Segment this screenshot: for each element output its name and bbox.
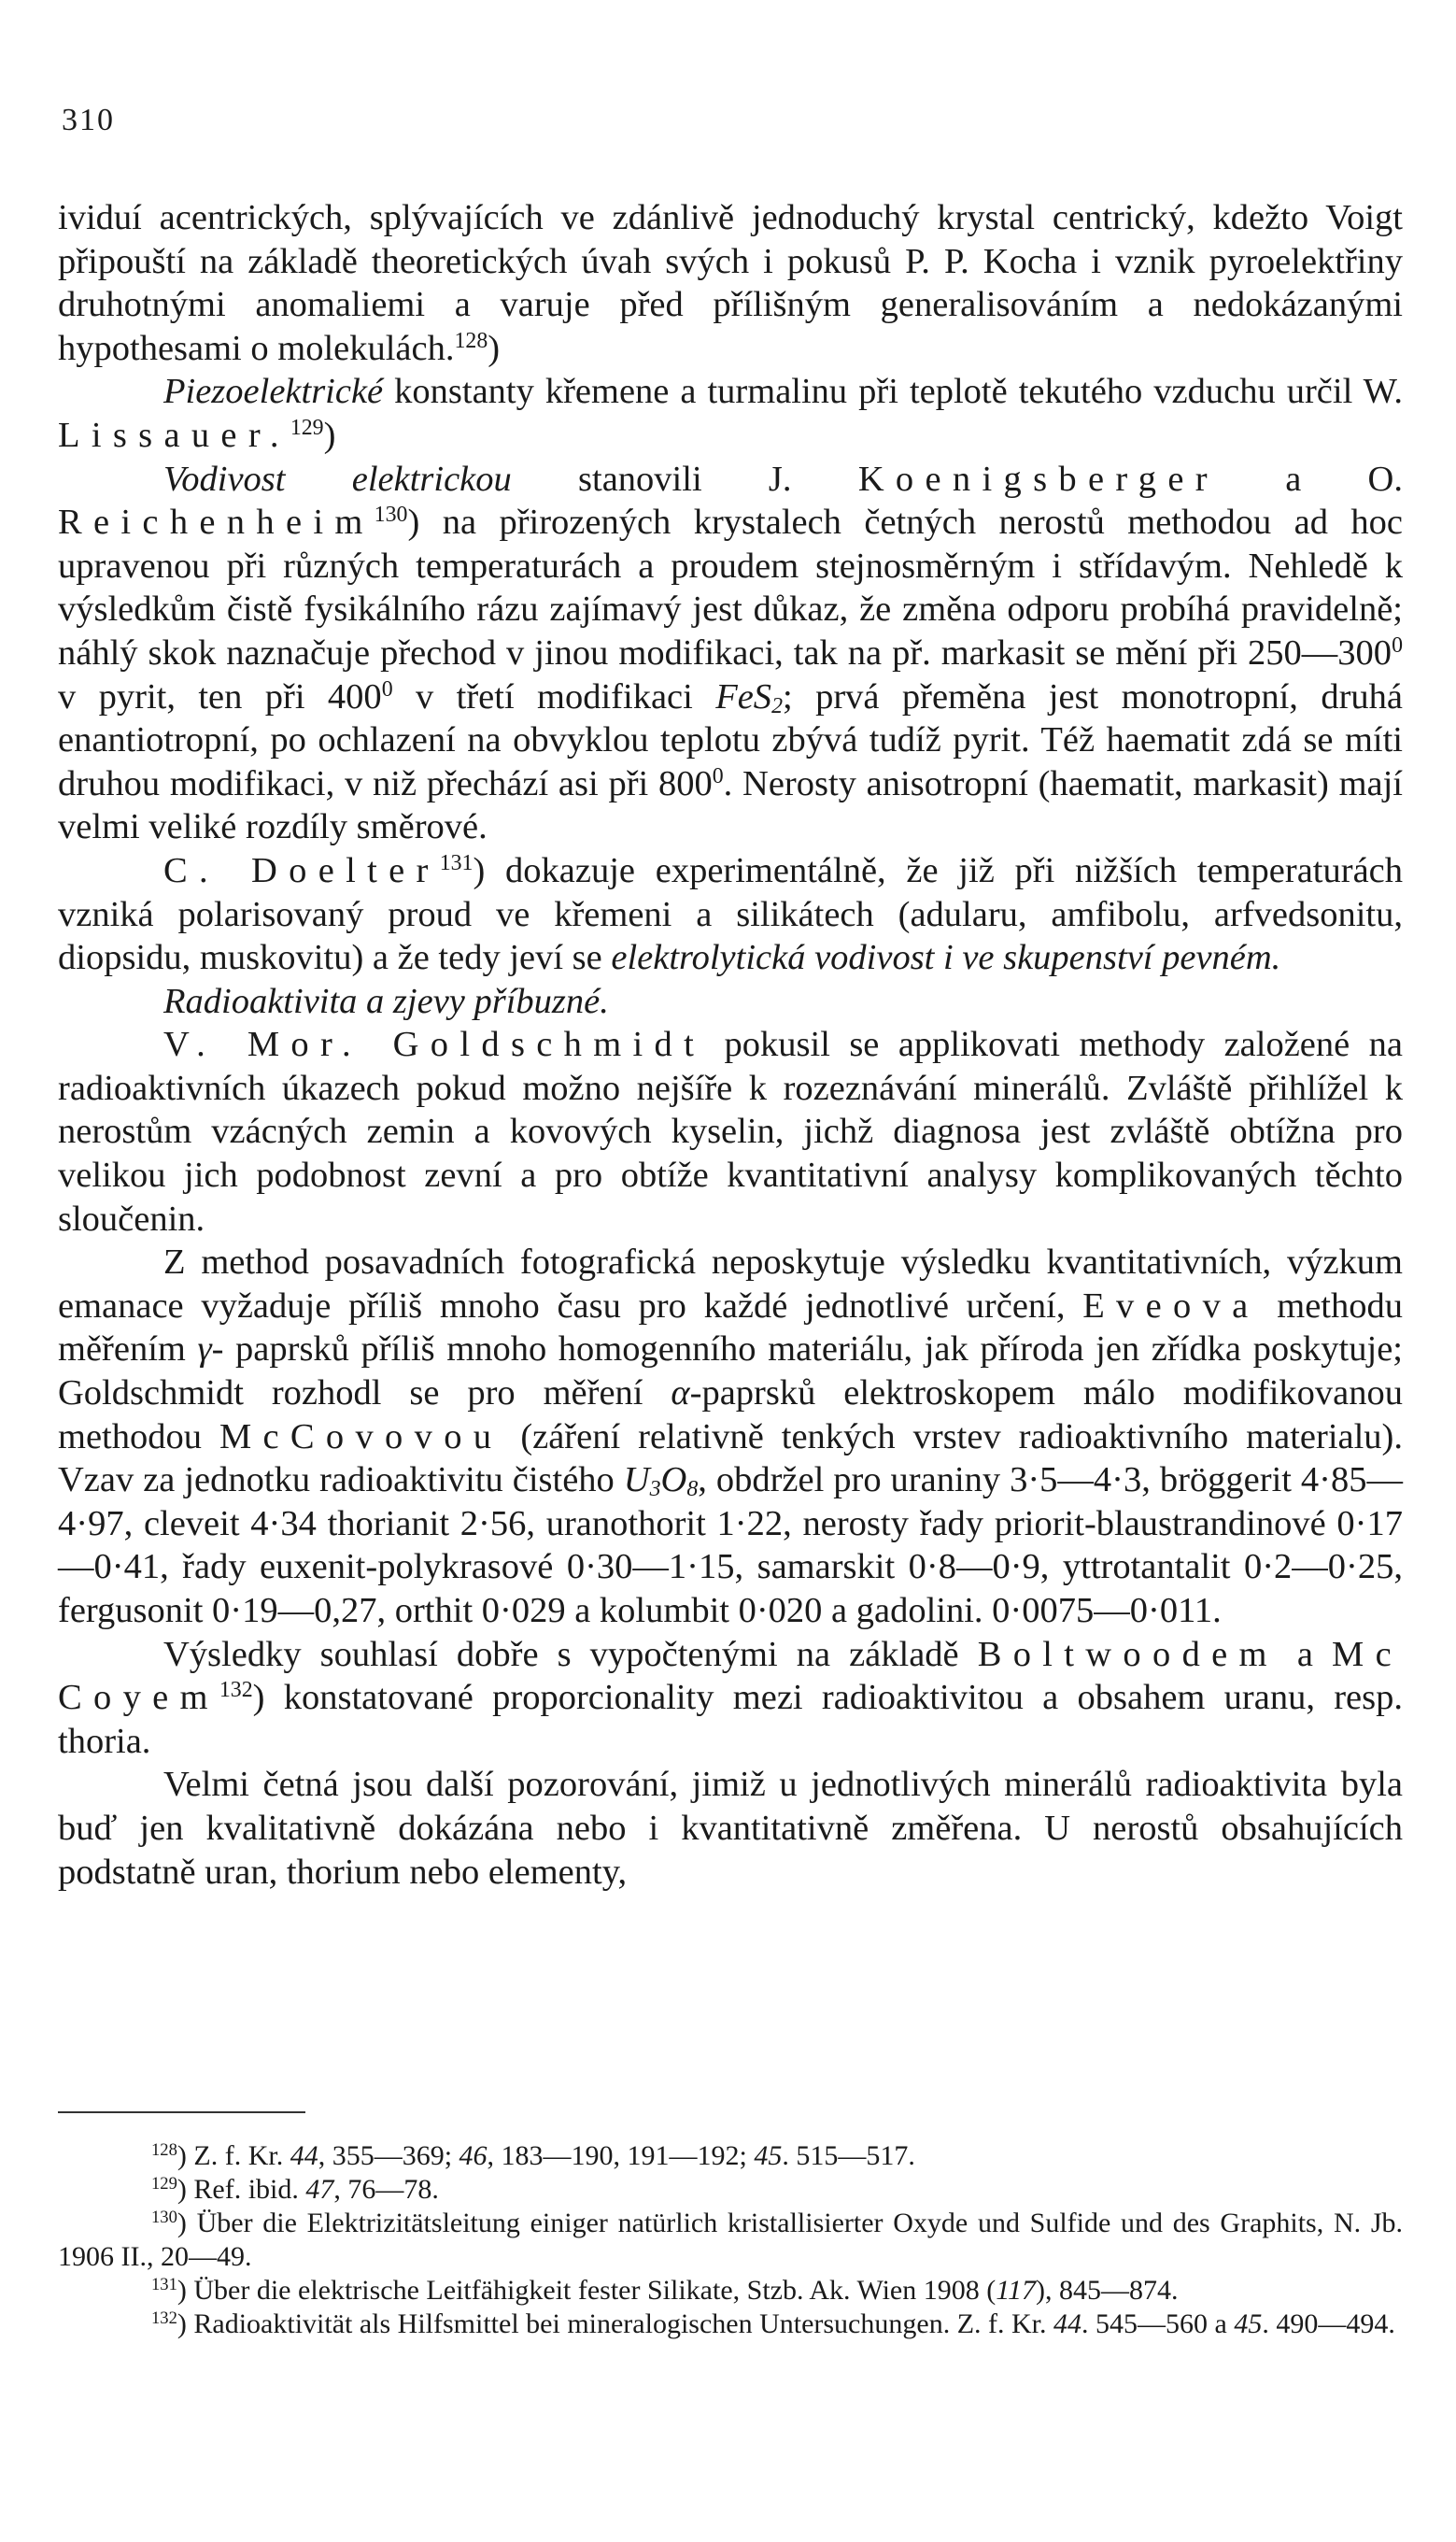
paragraph-pyroelectricity: ividuí acentrických, splývajících ve zdánlivě jednoduchý krystal centrický, kdežto Voigt připouští na základě theoretických úvah svých i pokusů P. P. Kocha i vznik pyroelektřiny druhotnými anomaliemi a varuje před přílišným generalisováním a nedokázanými hypothesami o molekulách.$^{128}$) (58, 198, 1403, 368)
footnote-ref-130[interactable]: 130 (374, 503, 408, 528)
author-mc-coy: Mc Coyem (58, 1634, 1403, 1718)
formula-u3o8: $U_3O_8$ (623, 1460, 699, 1501)
footnote-ref-128[interactable]: 128 (454, 328, 488, 353)
author-koenigsberger: Koenigsberger (857, 459, 1219, 499)
emphasis-piezoelektricke: Piezoelektrické (163, 372, 384, 412)
footnote-ref-131[interactable]: 131 (439, 850, 474, 875)
emphasis-vodivost: Vodivost elektrickou (163, 459, 512, 499)
section-heading: Radioaktivita a zjevy příbuzné. (163, 981, 609, 1021)
author-mccoy: McCovovou (219, 1416, 503, 1456)
footnote-ref-132[interactable]: 132 (219, 1678, 253, 1703)
author-lissauer: Lissauer. (58, 415, 290, 455)
footnote-ref-129[interactable]: 129 (290, 415, 324, 440)
author-doelter: C. Doelter (163, 850, 440, 890)
paragraph-observations: Velmi četná jsou další pozorování, jimiž u jednotlivých minerálů radioaktivita byla buď jen kvalitativně dokázána nebo i kvantitativně změřena. U nerostů obsahujících podstatně uran, thorium nebo elementy, (58, 1765, 1403, 1892)
paragraph-methods: Z method posavadních fotografická neposkytuje výsledku kvantitativních, výzkum emanace vyžaduje příliš mnoho času pro každé jednotlivé určení, Eveova methodu měřením γ- paprsků příliš mnoho homogenního materiálu, jak příroda jen zřídka poskytuje; Goldschmidt rozhodl se pro měření α-paprsků elektroskopem málo modifikovanou methodou McCovovou (záření relativně tenkých vrstev radioaktivního materialu). Vzav za jednotku radioaktivitu čistého $U_3O_8$, obdržel pro uraniny 3·5—4·3, bröggerit 4·85—4·97, cleveit 4·34 thorianit 2·56, uranothorit 1·22, nerosty řady priorit-blaustrandinové 0·17—0·41, řady euxenit-polykrasové 0·30—1·15, samarskit 0·8—0·9, yttrotantalit 0·2—0·25, fergusonit 0·19—0,27, orthit 0·029 a kolumbit 0·020 a gadolini. 0·0075—0·011. (58, 1243, 1404, 1630)
paragraph-results: Výsledky souhlasí dobře s vypočtenými na základě Boltwoodem a Mc Coyem$^{132}$) konstatované proporcionality mezi radioaktivitou a obsahem uranu, resp. thoria. (58, 1634, 1403, 1761)
footnote-132: $^{132}$) Radioaktivität als Hilfsmittel bei mineralogischen Untersuchungen. Z. f. Kr. 44. 545—560 a 45. 490—494. (151, 2308, 1395, 2339)
footnote-129: $^{129}$) Ref. ibid. 47, 76—78. (151, 2173, 439, 2205)
author-reichenheim: Reichenheim (58, 503, 375, 543)
footnotes (58, 2139, 1403, 2341)
footnote-divider (58, 2111, 305, 2113)
paragraph-piezoelectric: Piezoelektrické konstanty křemene a turmalinu při teplotě tekutého vzduchu určil W. Lissauer.$^{129}$) (58, 372, 1403, 455)
paragraph-doelter: C. Doelter$^{131}$) dokazuje experimentálně, že již při nižších temperaturách vzniká polarisovaný proud ve křemeni a silikátech (adularu, amfibolu, arfvedsonitu, diopsidu, muskovitu) a že tedy jeví se elektrolytická vodivost i ve skupenství pevném. (58, 850, 1403, 978)
body-text (58, 196, 1403, 1894)
emphasis-elektrolyticka: elektrolytická vodivost i ve skupenství pevném. (611, 938, 1281, 978)
footnote-128: $^{128}$) Z. f. Kr. 44, 355—369; 46, 183—190, 191—192; 45. 515—517. (151, 2139, 915, 2171)
paragraph-conductivity: Vodivost elektrickou stanovili J. Koenigsberger a O. Reichenheim$^{130}$) na přirozených krystalech četných nerostů methodou ad hoc upravenou při různých temperaturách a proudem stejnosměrným i střídavým. Nehledě k výsledkům čistě fysikálního rázu zajímavý jest důkaz, že změna odporu probíhá pravidelně; náhlý skok naznačuje přechod v jinou modifikaci, tak na př. markasit se mění při $250—300^0$ v pyrit, ten při $400^0$ v třetí modifikaci FeS$_2$; prvá přeměna jest monotropní, druhá enantiotropní, po ochlazení na obvyklou teplotu zbývá tudíž pyrit. Též haematit zdá se míti druhou modifikaci, v niž přechází asi při $800^0$. Nerosty anisotropní (haematit, markasit) mají velmi veliké rozdíly směrové. (58, 459, 1404, 847)
paragraph-goldschmidt: V. Mor. Goldschmidt pokusil se applikovati methody založené na radioaktivních úkazech pokud možno nejšíře k rozeznávání minerálů. Zvláště přihlížel k nerostům vzácných zemin a kovových kyselin, jichž diagnosa jest zvláště obtížna pro velikou jich podobnost zevní a pro obtíže kvantitativní analysy komplikovaných těchto sloučenin. (58, 1025, 1403, 1239)
author-goldschmidt: V. Mor. Goldschmidt (163, 1025, 706, 1065)
author-boltwood: Boltwoodem (977, 1634, 1279, 1674)
page-number: 310 (62, 103, 115, 137)
author-eve: Eveova (1082, 1285, 1260, 1326)
footnote-130: $^{130}$) Über die Elektrizitätsleitung einiger natürlich kristallisierter Oxyde und Sulfide und des Graphits, N. Jb. 1906 II., 20—49. (58, 2207, 1403, 2272)
formula-fes2: FeS$_2$ (715, 676, 783, 718)
footnote-131: $^{131}$) Über die elektrische Leitfähigkeit fester Silikate, Stzb. Ak. Wien 1908 (117), 845—874. (151, 2274, 1179, 2306)
